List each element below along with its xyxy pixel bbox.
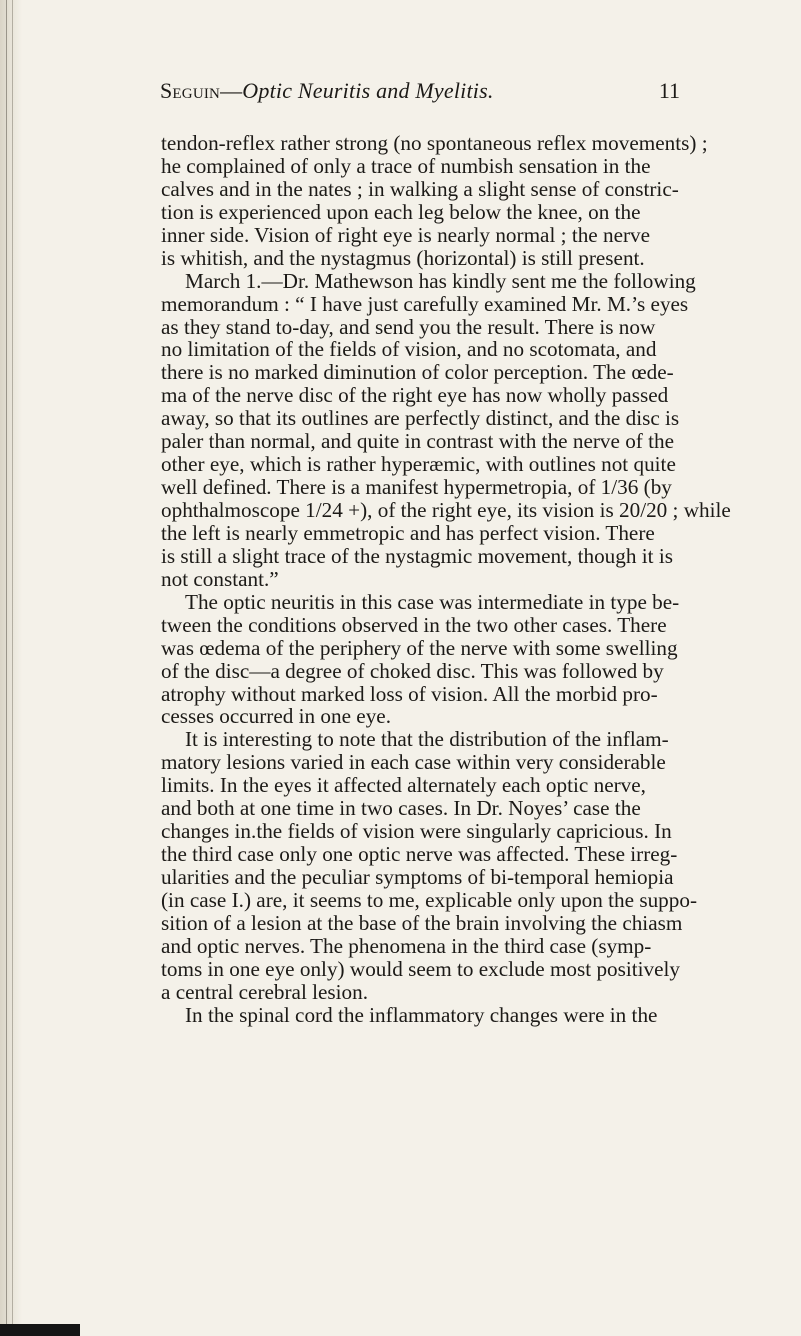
running-head: [160, 78, 494, 104]
text-line: paler than normal, and quite in contrast with the nerve of the: [161, 429, 675, 454]
running-head-title: Optic Neuritis and Myelitis.: [242, 78, 494, 103]
paragraph-first-line: In the spinal cord the inflammatory changes were in the: [185, 1002, 658, 1027]
text-line: cesses occurred in one eye.: [161, 704, 392, 729]
text-line: there is no marked diminution of color perception. The œde-: [161, 360, 674, 385]
text-line: memorandum : “ I have just carefully examined Mr. M.’s eyes: [161, 291, 689, 316]
page-header: [160, 78, 680, 108]
text-line: and both at one time in two cases. In Dr. Noyes’ case the: [161, 796, 641, 821]
gutter-rule: [12, 0, 13, 1336]
running-head-separator: —: [220, 78, 243, 103]
text-line: tendon-reflex rather strong (no spontaneous reflex movements) ;: [161, 131, 708, 155]
text-line: atrophy without marked loss of vision. All the morbid pro-: [161, 681, 658, 706]
text-line: calves and in the nates ; in walking a slight sense of constric-: [161, 176, 679, 201]
text-line: is still a slight trace of the nystagmic movement, though it is: [161, 543, 673, 568]
text-line: well defined. There is a manifest hypermetropia, of 1/36 (by: [161, 475, 672, 500]
text-line: ularities and the peculiar symptoms of bi-temporal hemiopia: [161, 865, 674, 889]
text-line: other eye, which is rather hyperæmic, with outlines not quite: [161, 452, 676, 477]
text-line: matory lesions varied in each case within very considerable: [161, 750, 666, 775]
scan-corner-mark: [0, 1324, 80, 1336]
page-number: 11: [658, 78, 680, 103]
text-line: is whitish, and the nystagmus (horizontal) is still present.: [161, 245, 645, 270]
paragraph-first-line: March 1.—Dr. Mathewson has kindly sent me the following: [185, 268, 696, 293]
text-line: limits. In the eyes it affected alternately each optic nerve,: [161, 773, 646, 798]
text-line: changes in.the fields of vision were singularly capricious. In: [161, 819, 672, 844]
text-line: toms in one eye only) would seem to exclude most positively: [161, 956, 681, 981]
text-line: tween the conditions observed in the two other cases. There: [161, 612, 667, 637]
body-text: [161, 132, 801, 1027]
text-line: no limitation of the fields of vision, and no scotomata, and: [161, 337, 657, 362]
binding-gutter: [0, 0, 22, 1336]
paragraph-first-line: The optic neuritis in this case was intermediate in type be-: [185, 589, 680, 614]
text-line: a central cerebral lesion.: [161, 979, 369, 1004]
text-line: ophthalmoscope 1/24 +), of the right eye, its vision is 20/20 ; while: [161, 498, 731, 522]
running-head-author: Seguin: [160, 78, 221, 103]
text-line: was œdema of the periphery of the nerve with some swelling: [161, 635, 678, 660]
text-line: the third case only one optic nerve was affected. These irreg-: [161, 842, 678, 867]
text-line: not constant.”: [161, 566, 279, 591]
text-line: of the disc—a degree of choked disc. This was followed by: [161, 658, 664, 683]
text-line: the left is nearly emmetropic and has perfect vision. There: [161, 520, 655, 545]
text-line: ma of the nerve disc of the right eye has now wholly passed: [161, 383, 669, 408]
text-line: as they stand to-day, and send you the result. There is now: [161, 314, 656, 339]
gutter-rule: [6, 0, 7, 1336]
text-line: he complained of only a trace of numbish sensation in the: [161, 153, 651, 178]
text-line: away, so that its outlines are perfectly distinct, and the disc is: [161, 406, 680, 431]
text-line: inner side. Vision of right eye is nearly normal ; the nerve: [161, 222, 651, 247]
paragraph-first-line: It is interesting to note that the distribution of the inflam-: [185, 727, 669, 752]
text-line: and optic nerves. The phenomena in the third case (symp-: [161, 933, 652, 958]
text-line: tion is experienced upon each leg below the knee, on the: [161, 199, 641, 224]
text-line: sition of a lesion at the base of the brain involving the chiasm: [161, 910, 683, 935]
text-line: (in case I.) are, it seems to me, explicable only upon the suppo-: [161, 887, 697, 912]
